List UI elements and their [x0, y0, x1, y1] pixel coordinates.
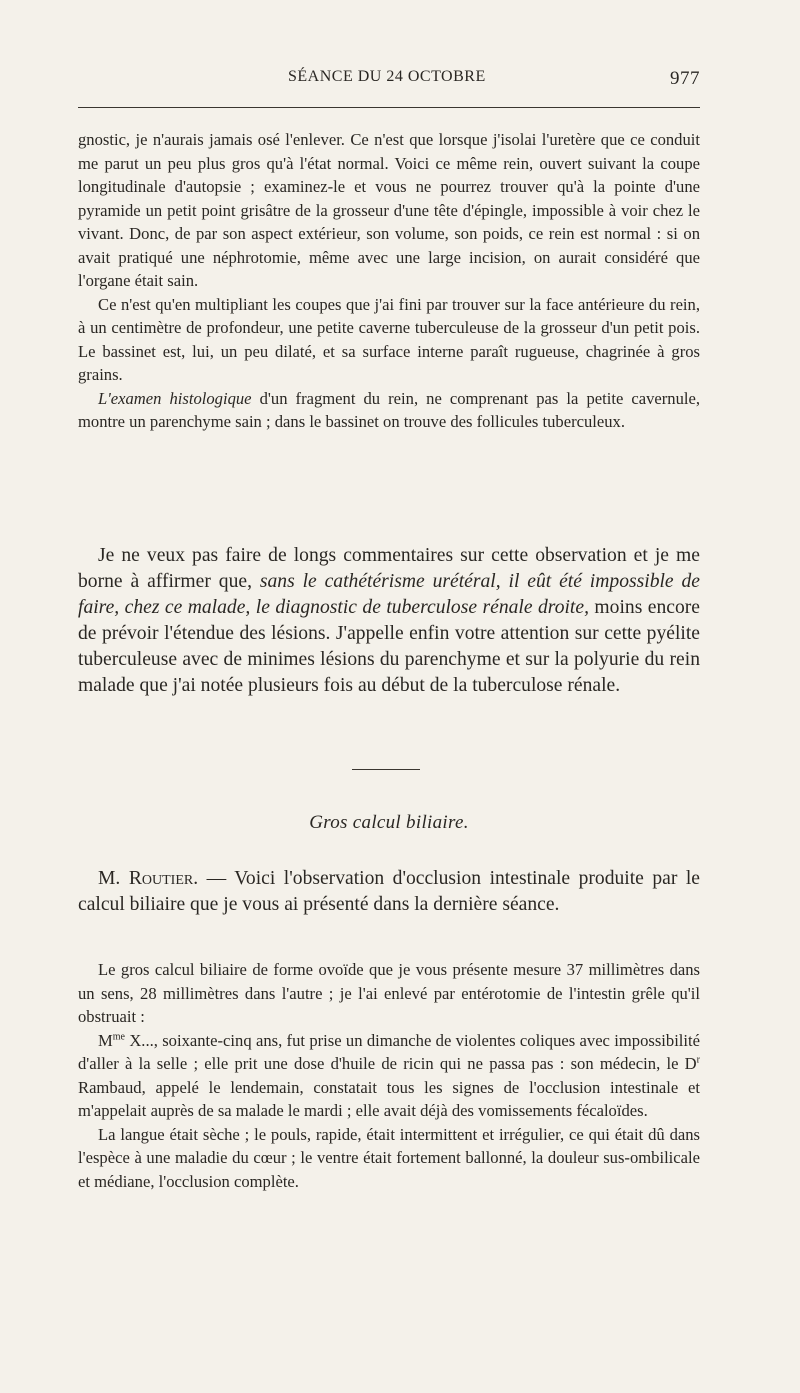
small-text-block-1 [78, 128, 700, 434]
routier-text: — Voici l'observation d'occlusion intestinale produite par le calcul biliaire que je vous ai présenté dans la dernière séance. [78, 868, 700, 915]
paragraph-observation [78, 1029, 700, 1123]
examen-italic: L'examen histologique [98, 388, 252, 408]
examen-text: d'un fragment du rein, ne comprenant pas la petite cavernule, montre un parenchyme sain ; dans le bassinet on trouve des follicules tuberculeux. [78, 388, 700, 431]
obs-me-sup: me [112, 1030, 125, 1042]
commentaires-italic: sans le cathétérisme urétéral, il eût été impossible de faire, chez ce malade, le diagnostic de tuberculose rénale droite, [78, 571, 701, 618]
page-number: 977 [670, 68, 700, 89]
commentaires-after: moins encore de prévoir l'étendue des lésions. J'appelle enfin votre attention sur cette pyélite tuberculeuse avec de minimes lésions du parenchyme et sur la polyurie du rein malade que j'ai notée plusieurs fois au début de la tuberculose rénale. [78, 597, 700, 696]
commentaires-before: Je ne veux pas faire de longs commentaires sur cette observation et je me borne à affirmer que, [78, 545, 700, 592]
paragraph-coupes: Ce n'est qu'en multipliant les coupes que j'ai fini par trouver sur la face antérieure du rein, à un centimètre de profondeur, une petite caverne tuberculeuse de la grosseur d'un petit pois. Le bassinet est, lui, un peu dilaté, et sa surface interne paraît rugueuse, chagrinée à gros grains. [78, 294, 700, 384]
routier-block [78, 866, 700, 918]
routier-lead: M. [98, 868, 129, 889]
small-text-block-2 [78, 958, 700, 1193]
routier-name: Routier. [128, 868, 199, 889]
paragraph-continuation: gnostic, je n'aurais jamais osé l'enlever. Ce n'est que lorsque j'isolai l'uretère que ce conduit me parut un peu plus gros qu'à l'état normal. Voici ce même rein, ouvert suivant la coupe longitudinale d'autopsie ; examinez-le et vous ne pourrez trouver qu'à la pointe d'une pyramide un petit point grisâtre de la grosseur d'une tête d'épingle, impossible à voir chez le vivant. Donc, de par son aspect extérieur, son volume, son poids, ce rein est normal : si on avait pratiqué une néphrotomie, même avec une large incision, on aurait considéré que l'organe était sain. [78, 130, 700, 290]
page-header [78, 68, 700, 98]
section-title: Gros calcul biliaire. [309, 812, 469, 833]
paragraph-calcul: Le gros calcul biliaire de forme ovoïde que je vous présente mesure 37 millimètres dans un sens, 28 millimètres dans l'autre ; je l'ai enlevé par entérotomie de l'intestin grêle qu'il obstruait : [78, 960, 700, 1026]
obs-m: M [98, 1030, 113, 1050]
header-rule [78, 107, 700, 108]
obs-text-2: Rambaud, appelé le lendemain, constatait tous les signes de l'occlusion intestinale et m'appelait auprès de sa malade le mardi ; elle avait déjà des vomissements fécaloïdes. [78, 1077, 700, 1120]
running-title: SÉANCE DU 24 OCTOBRE [288, 68, 486, 85]
obs-r-sup: r [696, 1054, 700, 1066]
large-text-block [78, 543, 700, 699]
obs-text-1: X..., soixante-cinq ans, fut prise un dimanche de violentes coliques avec impossibilité d'aller à la selle ; elle prit une dose d'huile de ricin qui ne passa pas : son médecin, le D [78, 1030, 700, 1073]
paragraph-routier [78, 866, 700, 918]
paragraph-examen [78, 387, 700, 434]
section-separator [352, 769, 420, 770]
paragraph-commentaires [78, 543, 700, 699]
paragraph-langue: La langue était sèche ; le pouls, rapide, était intermittent et irrégulier, ce qui était dû dans l'espèce à une maladie du cœur ; le ventre était fortement ballonné, la douleur sus-ombilicale et médiane, l'occlusion complète. [78, 1124, 700, 1191]
